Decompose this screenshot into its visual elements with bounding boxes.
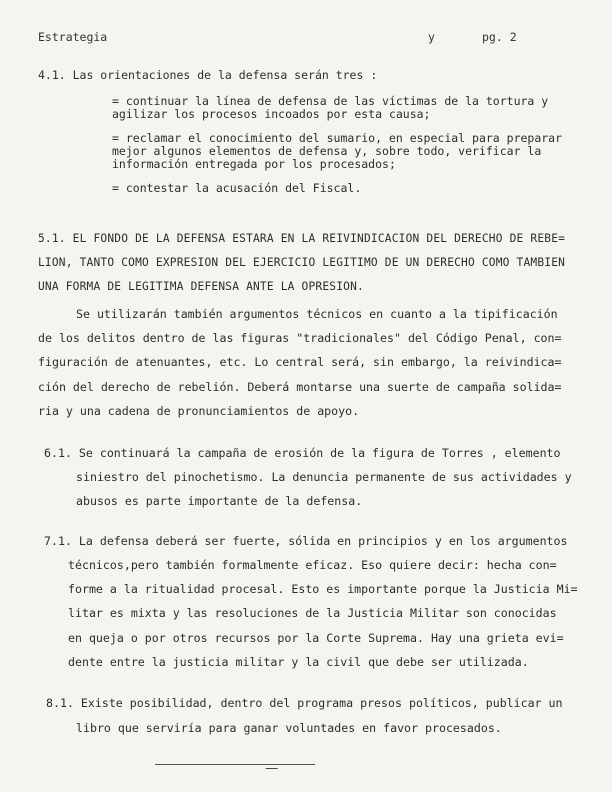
section-5-heading-line: LION, TANTO COMO EXPRESION DEL EJERCICIO LEGITIMO DE UN DERECHO COMO TAMBIEN (38, 256, 566, 269)
paragraph-line: siniestro del pinochetismo. La denuncia permanente de sus actividades y (76, 470, 572, 484)
list-item: agilizar los procesos incoados por esta causa; (112, 107, 431, 121)
paragraph-line: libro que serviría para ganar voluntades en favor procesados. (76, 721, 502, 735)
paragraph-line: 6.1. Se continuará la campaña de erosión de la figura de Torres , elemento (44, 446, 561, 460)
paragraph-line: ción del derecho de rebelión. Deberá montarse una suerte de campaña solida= (38, 380, 562, 394)
list-item: = continuar la línea de defensa de las víctimas de la tortura y (112, 94, 549, 108)
paragraph-line: de los delitos dentro de las figuras "tradicionales" del Código Penal, con= (38, 331, 562, 345)
paragraph-line: dente entre la justicia militar y la civil que debe ser utilizada. (68, 655, 529, 669)
list-item: mejor algunos elementos de defensa y, sobre todo, verificar la (112, 144, 542, 158)
paragraph-line: forme a la ritualidad procesal. Esto es importante porque la Justicia Mi= (68, 582, 578, 596)
paragraph-line: 8.1. Existe posibilidad, dentro del programa presos políticos, publicar un (46, 696, 563, 710)
section-5-heading-line: UNA FORMA DE LEGITIMA DEFENSA ANTE LA OPRESION. (38, 280, 364, 293)
paragraph-line: en queja o por otros recursos por la Corte Suprema. Hay una grieta evi= (68, 631, 564, 645)
paragraph-line: 7.1. La defensa deberá ser fuerte, sólida en principios y en los argumentos (44, 534, 568, 548)
paragraph-line: litar es mixta y las resoluciones de la Justicia Militar son conocidas (68, 606, 557, 620)
paragraph-line: técnicos,pero también formalmente eficaz. Eso quiere decir: hecha con= (68, 558, 557, 572)
list-item: = contestar la acusación del Fiscal. (112, 181, 362, 195)
paragraph-line: Se utilizarán también argumentos técnicos en cuanto a la tipificación (76, 307, 558, 321)
paragraph-line: figuración de atenuantes, etc. Lo central será, sin embargo, la reivindica= (38, 355, 562, 369)
document-title: Estrategia (38, 30, 108, 44)
header-mark: y (428, 30, 435, 44)
section-4-intro: 4.1. Las orientaciones de la defensa serán tres : (38, 68, 378, 82)
paragraph-line: abusos es parte importante de la defensa. (76, 494, 363, 508)
list-item: = reclamar el conocimiento del sumario, en especial para preparar (112, 131, 563, 145)
section-5-heading-line: 5.1. EL FONDO DE LA DEFENSA ESTARA EN LA REIVINDICACION DEL DERECHO DE REBE= (38, 232, 566, 245)
signature-line (155, 764, 315, 765)
page-number: pg. 2 (482, 30, 517, 44)
paragraph-line: ria y una cadena de pronunciamientos de apoyo. (38, 404, 360, 418)
list-item: información entregada por los procesados; (112, 157, 396, 171)
